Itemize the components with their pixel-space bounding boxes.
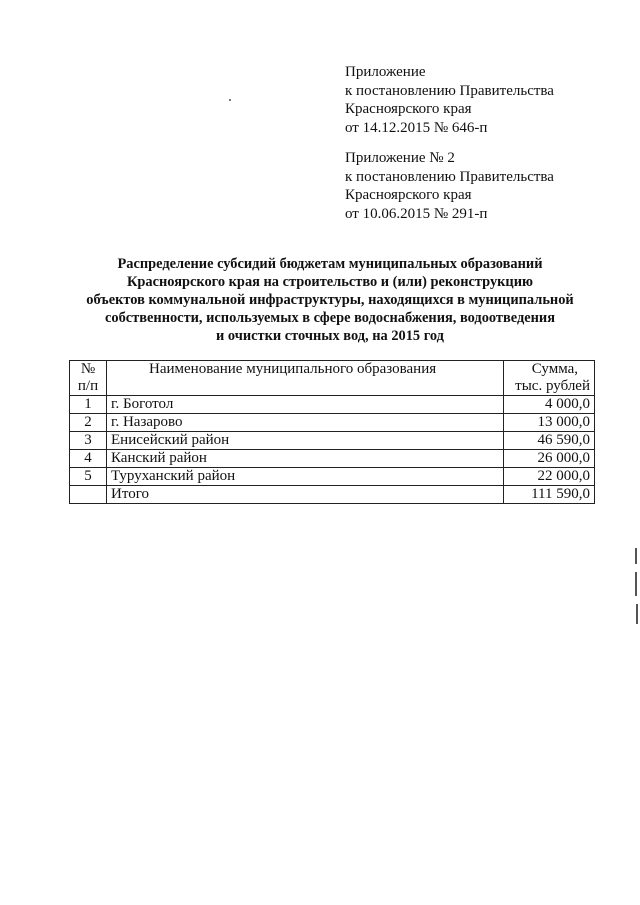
title-line: собственности, используемых в сфере водоснабжения, водоотведения [105,310,555,326]
row-number: 4 [70,450,107,468]
appendix-date-number: от 14.12.2015 № 646-п [345,119,488,136]
appendix-label: Приложение [345,64,426,80]
table-row [70,414,595,432]
row-number: 3 [70,432,107,450]
row-municipality: Туруханский район [107,468,504,486]
appendix-header-current [345,63,615,137]
table-row [70,468,595,486]
total-label: Итого [107,486,504,504]
row-number: 5 [70,468,107,486]
scan-edge-mark [635,572,637,596]
row-municipality: Енисейский район [107,432,504,450]
title-line: Распределение субсидий бюджетам муниципальных образований [117,256,543,272]
table-row [70,396,595,414]
title-line: и очистки сточных вод, на 2015 год [216,328,444,344]
scan-edge-mark [635,548,637,564]
row-number: 1 [70,396,107,414]
title-line: объектов коммунальной инфраструктуры, находящихся в муниципальной [86,292,574,308]
row-municipality: г. Боготол [107,396,504,414]
scan-edge-mark [636,604,638,624]
header-amount: Сумма, тыс. рублей [504,361,595,396]
table-header-row [70,361,595,396]
total-number [70,486,107,504]
row-number: 2 [70,414,107,432]
scan-dot [229,99,231,101]
row-amount: 4 000,0 [504,396,595,414]
row-amount: 13 000,0 [504,414,595,432]
total-amount: 111 590,0 [504,486,595,504]
row-amount: 46 590,0 [504,432,595,450]
header-number: № п/п [70,361,107,396]
row-municipality: г. Назарово [107,414,504,432]
appendix-header-original [345,149,615,223]
title-line: Красноярского края на строительство и (или) реконструкцию [126,274,534,290]
appendix-region: Красноярского края [345,101,472,117]
table-row [70,432,595,450]
header-municipality-name: Наименование муниципального образования [107,361,504,396]
row-amount: 22 000,0 [504,468,595,486]
appendix-resolution-ref: к постановлению Правительства [345,82,554,99]
appendix-resolution-ref: к постановлению Правительства [345,168,554,185]
appendix-region: Красноярского края [345,187,472,203]
appendix-label: Приложение № 2 [345,150,455,166]
row-municipality: Канский район [107,450,504,468]
subsidy-table [69,360,595,504]
appendix-date-number: от 10.06.2015 № 291-п [345,205,488,222]
table-row [70,450,595,468]
document-title [40,255,620,345]
row-amount: 26 000,0 [504,450,595,468]
table-total-row [70,486,595,504]
